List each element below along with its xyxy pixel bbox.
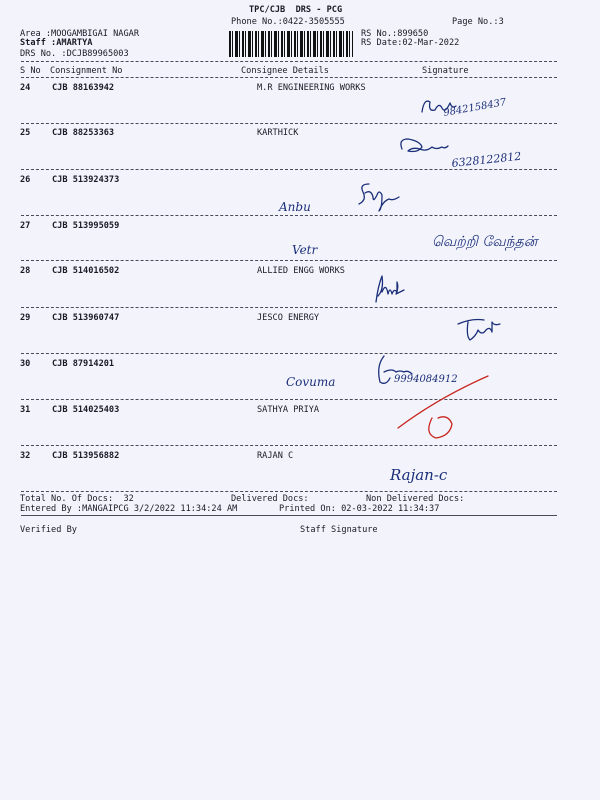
row-consignment: CJB 513924373 — [52, 175, 120, 185]
row-sno: 29 — [20, 313, 31, 323]
staff-signature: Staff Signature — [300, 525, 378, 535]
verified-by: Verified By — [20, 525, 77, 535]
page-number: Page No.:3 — [452, 17, 504, 27]
row-sno: 24 — [20, 83, 31, 93]
row-consignment: CJB 513995059 — [52, 221, 120, 231]
row-consignee: JESCO ENERGY — [257, 313, 320, 323]
delivered-docs: Delivered Docs: — [231, 494, 309, 504]
handwritten-name-row-30: Covuma — [286, 375, 336, 389]
signature-row-28 — [376, 276, 404, 302]
handwritten-signature-row-32: Rajan-c — [390, 466, 448, 484]
row-sno: 32 — [20, 451, 31, 461]
column-header-signature: Signature — [422, 66, 469, 76]
non-delivered-docs: Non Delivered Docs: — [366, 494, 465, 504]
row-sno: 30 — [20, 359, 31, 369]
column-header-sno: S No — [20, 66, 41, 76]
row-sno: 26 — [20, 175, 31, 185]
drs-number: DRS No. :DCJB89965003 — [20, 49, 129, 59]
column-header-consignee: Consignee Details — [241, 66, 329, 76]
footer-divider — [21, 515, 557, 516]
row-consignment: CJB 513956882 — [52, 451, 120, 461]
handwritten-number-row-30: 9994084912 — [394, 374, 458, 385]
row-sno: 31 — [20, 405, 31, 415]
row-consignment: CJB 514016502 — [52, 266, 120, 276]
phone-number: Phone No.:0422-3505555 — [231, 17, 345, 27]
red-mark-row-31 — [398, 376, 488, 438]
handwritten-name-row-26: Anbu — [279, 200, 311, 214]
row-sno: 25 — [20, 128, 31, 138]
row-consignment: CJB 88163942 — [52, 83, 115, 93]
row-consignee: SATHYA PRIYA — [257, 405, 320, 415]
row-sno: 27 — [20, 221, 31, 231]
document-title: TPC/CJB DRS - PCG — [249, 5, 343, 15]
signature-row-25 — [401, 139, 448, 152]
rs-number: RS No.:899650 — [361, 29, 429, 39]
handwritten-tamil-row-27: வெற்றி வேந்தன் — [432, 234, 538, 250]
rs-date: RS Date:02-Mar-2022 — [361, 38, 460, 48]
row-consignee: KARTHICK — [257, 128, 299, 138]
row-consignee: ALLIED ENGG WORKS — [257, 266, 345, 276]
row-consignment: CJB 514025403 — [52, 405, 120, 415]
entered-by: Entered By :MANGAIPCG 3/2/2022 11:34:24 AM — [20, 504, 238, 514]
handwritten-number-row-25: 6328122812 — [450, 149, 522, 170]
signature-row-26 — [359, 184, 399, 211]
row-consignment: CJB 513960747 — [52, 313, 120, 323]
staff-label: Staff :AMARTYA — [20, 38, 93, 48]
row-consignment: CJB 87914201 — [52, 359, 115, 369]
printed-on: Printed On: 02-03-2022 11:34:37 — [279, 504, 440, 514]
area-label: Area :MOOGAMBIGAI NAGAR — [20, 29, 139, 39]
handwritten-text-row-29: Test — [458, 322, 490, 340]
total-docs: Total No. Of Docs: 32 — [20, 494, 134, 504]
row-consignee: M.R ENGINEERING WORKS — [257, 83, 366, 93]
row-consignment: CJB 88253363 — [52, 128, 115, 138]
column-header-consignment: Consignment No — [50, 66, 123, 76]
row-consignee: RAJAN C — [257, 451, 294, 461]
handwritten-number-row-24: 9842158437 — [442, 97, 508, 119]
row-sno: 28 — [20, 266, 31, 276]
handwritten-name-row-27: Vetr — [292, 243, 318, 257]
